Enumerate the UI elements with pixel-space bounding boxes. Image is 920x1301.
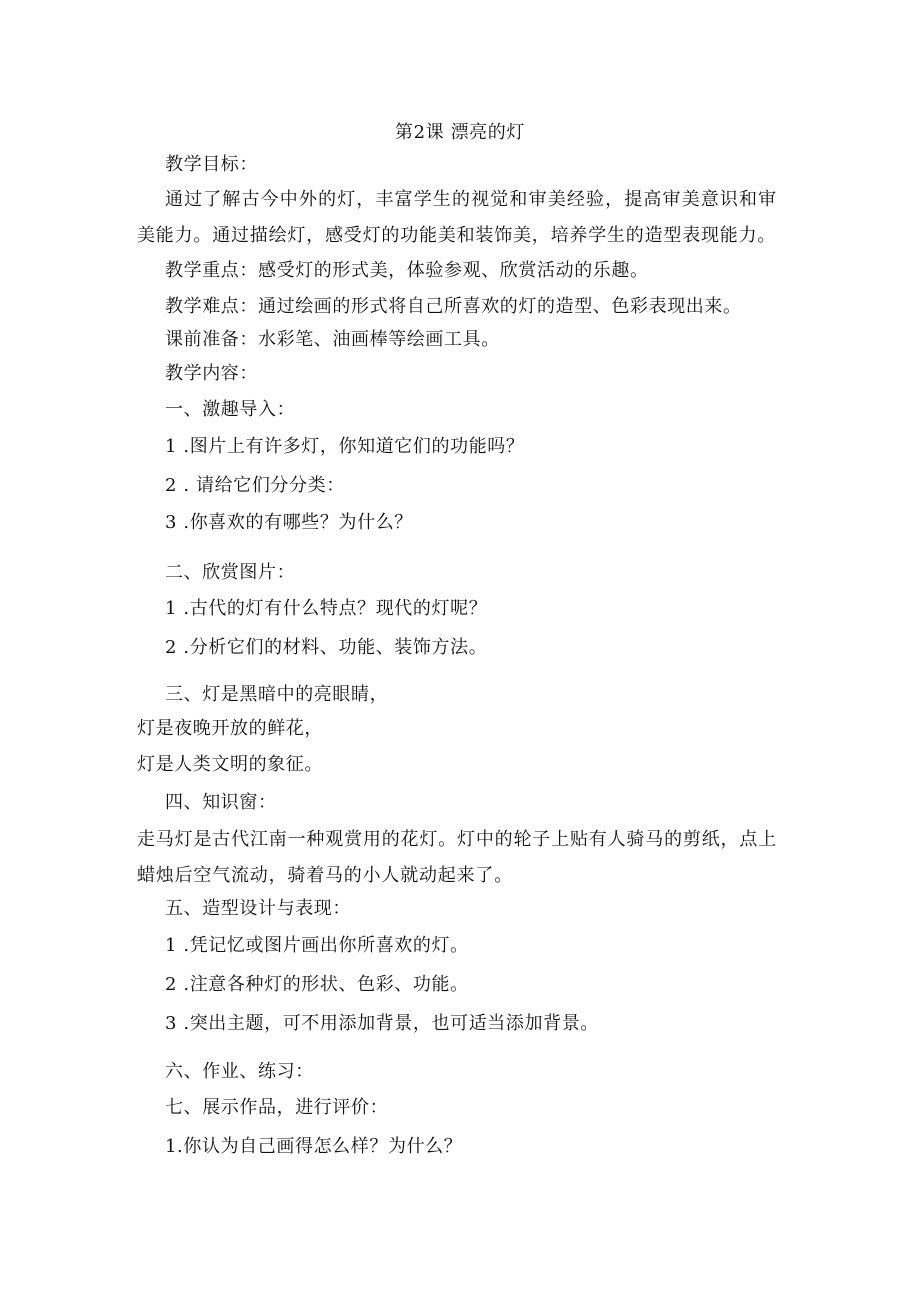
objectives-paragraph: 通过了解古今中外的灯，丰富学生的视觉和审美经验，提高审美意识和审美能力。通过描绘灯，感受灯的功能美和装饰美，培养学生的造型表现能力。 xyxy=(137,189,777,246)
section7-item: 1.你认为自己画得怎么样？为什么？ xyxy=(165,1136,463,1157)
section5-heading: 五、造型设计与表现： xyxy=(165,898,351,919)
section1-item: 3 .你喜欢的有哪些？为什么？ xyxy=(165,512,413,533)
section2-item: 1 .古代的灯有什么特点？现代的灯呢？ xyxy=(165,598,488,619)
section3-line: 灯是夜晚开放的鲜花， xyxy=(137,718,323,739)
section1-item: 2 . 请给它们分分类： xyxy=(165,475,345,496)
difficulties-line: 教学难点：通过绘画的形式将自己所喜欢的灯的造型、色彩表现出来。 xyxy=(165,296,742,317)
content-heading: 教学内容： xyxy=(165,363,258,384)
section2-item: 2 .分析它们的材料、功能、装饰方法。 xyxy=(165,637,488,658)
section7-heading: 七、展示作品，进行评价： xyxy=(165,1097,389,1118)
page-title: 第2课 漂亮的灯 xyxy=(395,122,525,143)
preparation-line: 课前准备：水彩笔、油画棒等绘画工具。 xyxy=(165,329,500,350)
section1-heading: 一、激趣导入： xyxy=(165,399,296,420)
objectives-heading: 教学目标： xyxy=(165,154,258,175)
section1-item: 1 .图片上有许多灯，你知道它们的功能吗？ xyxy=(165,436,525,457)
section5-item: 2 .注意各种灯的形状、色彩、功能。 xyxy=(165,974,469,995)
key-points-line: 教学重点：感受灯的形式美，体验参观、欣赏活动的乐趣。 xyxy=(165,260,649,281)
section3-line: 灯是人类文明的象征。 xyxy=(137,754,323,775)
section5-item: 3 .突出主题，可不用添加背景，也可适当添加背景。 xyxy=(165,1013,599,1034)
section2-heading: 二、欣赏图片： xyxy=(165,562,296,583)
section4-heading: 四、知识窗： xyxy=(165,792,277,813)
section6-heading: 六、作业、练习： xyxy=(165,1061,314,1082)
section3-line: 三、灯是黑暗中的亮眼睛， xyxy=(165,684,389,705)
section4-paragraph: 走马灯是古代江南一种观赏用的花灯。灯中的轮子上贴有人骑马的剪纸，点上蜡烛后空气流动，骑着马的小人就动起来了。 xyxy=(137,829,777,886)
section5-item: 1 .凭记忆或图片画出你所喜欢的灯。 xyxy=(165,935,469,956)
